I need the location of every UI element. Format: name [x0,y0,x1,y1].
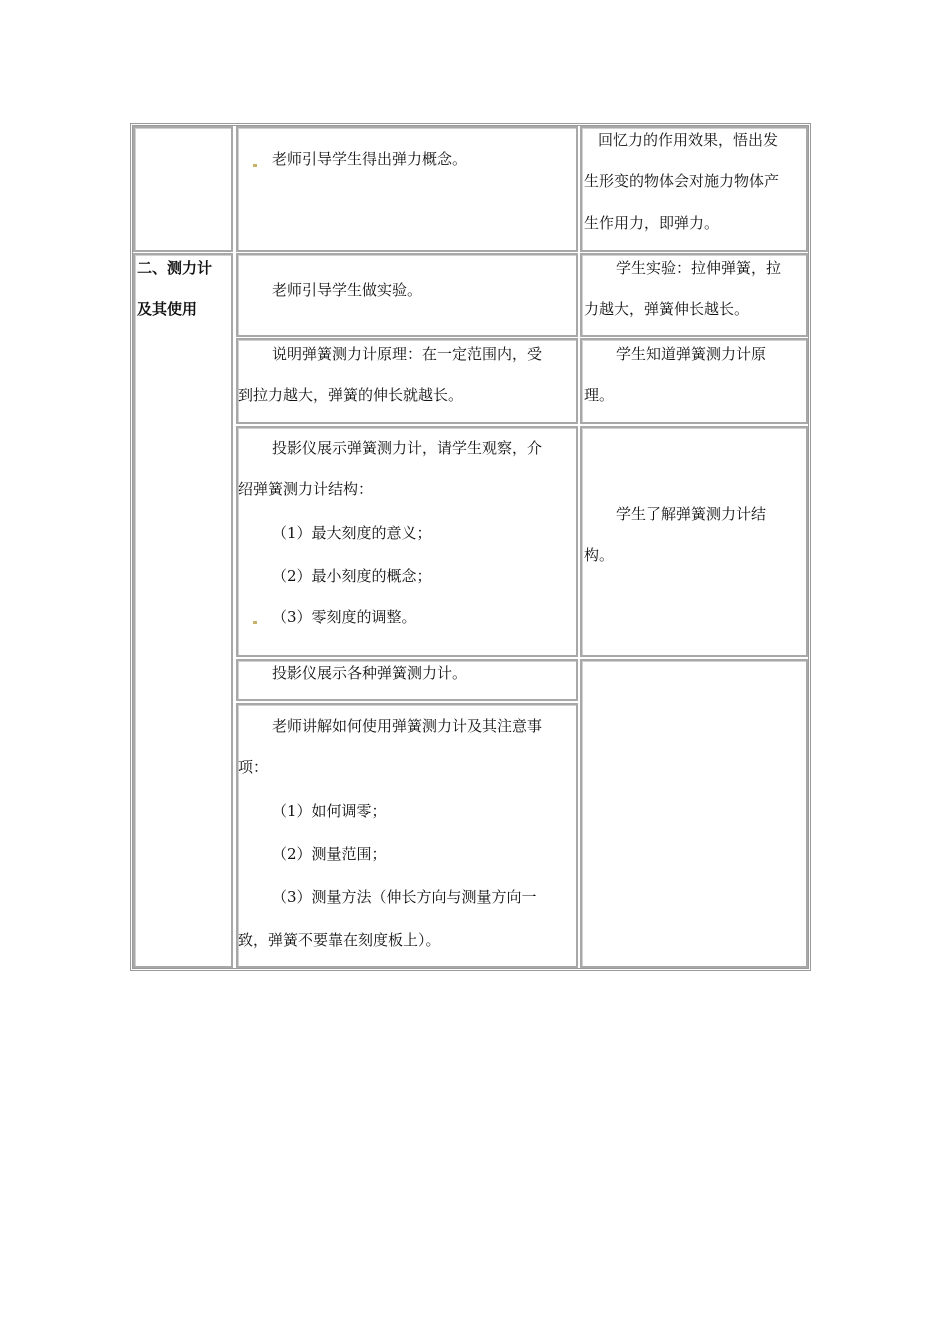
marker-dot [253,164,257,167]
student-text-3a: 学生知道弹簧测力计原 [616,345,767,363]
student-text-2b: 力越大，弹簧伸长越长。 [584,300,750,318]
teacher-text-3a: 说明弹簧测力计原理：在一定范围内，受 [272,345,543,363]
student-text-3b: 理。 [584,386,615,404]
teacher-text-4a: 投影仪展示弹簧测力计，请学生观察，介 [272,439,543,457]
marker-dot [253,621,257,624]
student-text-4b: 构。 [584,546,615,564]
student-text-1a: 回忆力的作用效果，悟出发 [598,131,779,149]
teacher-item-6-3: （3）测量方法（伸长方向与测量方向一 [272,888,537,906]
student-text-4a: 学生了解弹簧测力计结 [616,505,767,523]
teacher-text-2: 老师引导学生做实验。 [272,281,423,299]
student-text-1b: 生形变的物体会对施力物体产 [584,172,780,190]
teacher-item-4-2: （2）最小刻度的概念； [272,567,432,585]
section-title-line2: 及其使用 [137,300,198,318]
section-title-line1: 二、测力计 [137,259,213,277]
teacher-item-6-1: （1）如何调零； [272,802,387,820]
teacher-text-5: 投影仪展示各种弹簧测力计。 [272,664,468,682]
teacher-text-1: 老师引导学生得出弹力概念。 [272,150,468,168]
student-cell-5 [580,659,808,968]
teacher-item-6-3-cont: 致，弹簧不要靠在刻度板上）。 [238,931,441,949]
teacher-text-6b: 项： [238,758,269,776]
section-cell [133,253,233,968]
teacher-text-4b: 绍弹簧测力计结构： [238,480,374,498]
teacher-item-4-1: （1）最大刻度的意义； [272,524,432,542]
teacher-text-3b: 到拉力越大，弹簧的伸长就越长。 [238,386,464,404]
teacher-item-6-2: （2）测量范围； [272,845,387,863]
teacher-item-4-3: （3）零刻度的调整。 [272,608,417,626]
student-text-1c: 生作用力，即弹力。 [584,214,720,232]
student-cell-4 [580,426,808,657]
teacher-text-6a: 老师讲解如何使用弹簧测力计及其注意事 [272,717,543,735]
student-text-2a: 学生实验：拉伸弹簧，拉 [616,259,782,277]
section-cell-empty [133,126,233,252]
